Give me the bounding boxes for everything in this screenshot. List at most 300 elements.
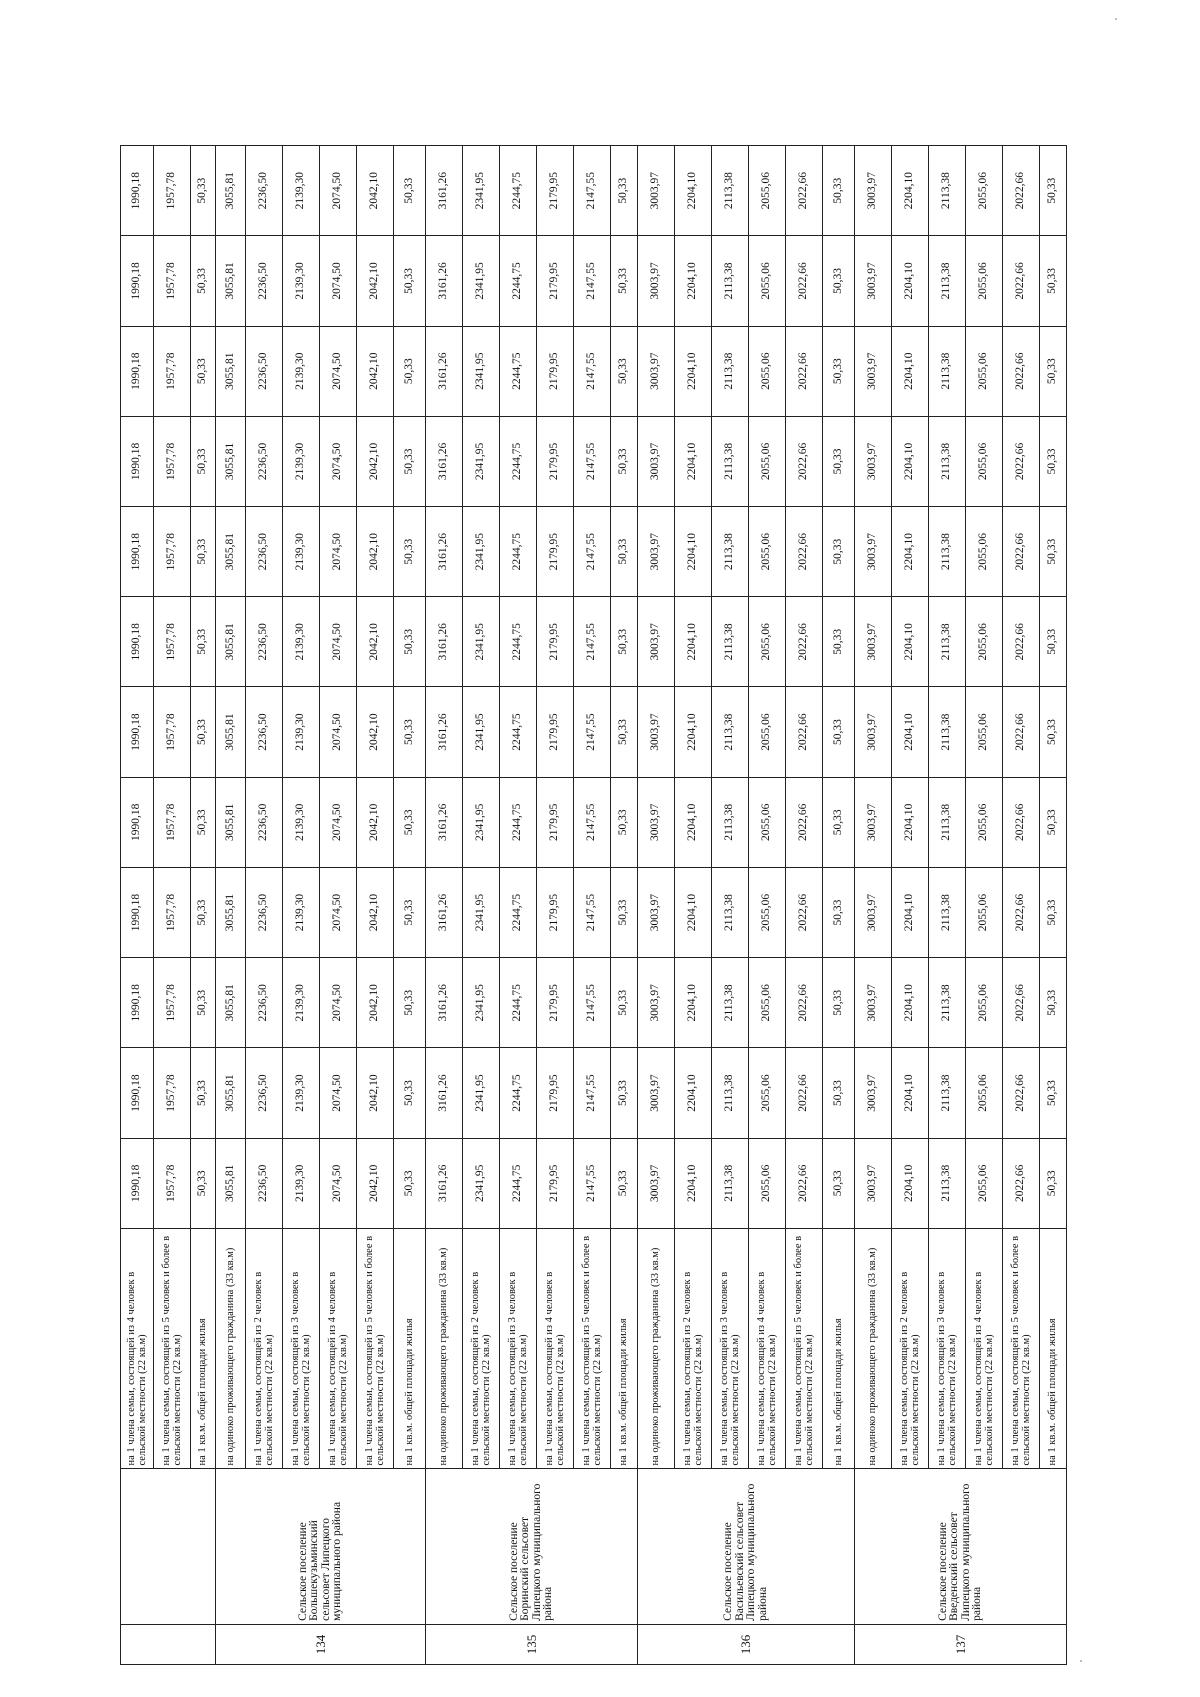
table-row <box>574 146 611 1665</box>
norm-description-cell: на 1 кв.м. общей площади жилья <box>394 1228 426 1469</box>
cost-value-cell: 50,33 <box>191 146 216 236</box>
table-row <box>246 146 283 1665</box>
cost-value-cell: 50,33 <box>823 146 855 236</box>
cost-value-cell: 3003,97 <box>855 687 892 777</box>
cost-value-cell: 2204,10 <box>892 416 929 506</box>
cost-value-cell: 2236,50 <box>246 507 283 597</box>
cost-value-cell: 2113,38 <box>712 416 749 506</box>
settlement-name-cell: Сельское поселение Большекузьминский сельсовет Липецкого муниципального района <box>216 1469 426 1624</box>
cost-value-cell: 2113,38 <box>712 867 749 957</box>
cost-value-cell: 2147,55 <box>574 687 611 777</box>
cost-value-cell: 50,33 <box>1040 416 1067 506</box>
cost-value-cell: 2113,38 <box>929 867 966 957</box>
cost-value-cell: 1957,78 <box>154 1138 191 1228</box>
cost-value-cell: 2204,10 <box>675 146 712 236</box>
norm-description-cell: на 1 члена семьи, состоящей из 2 человек в сельской местности (22 кв.м) <box>892 1228 929 1469</box>
cost-value-cell: 2179,95 <box>537 236 574 326</box>
cost-value-cell: 2139,30 <box>283 1138 320 1228</box>
cost-value-cell: 2179,95 <box>537 1048 574 1138</box>
cost-value-cell: 2236,50 <box>246 867 283 957</box>
cost-value-cell: 3055,81 <box>216 958 246 1048</box>
cost-value-cell: 50,33 <box>611 236 638 326</box>
cost-value-cell: 2074,50 <box>320 416 357 506</box>
cost-value-cell: 2113,38 <box>712 597 749 687</box>
cost-value-cell: 3003,97 <box>638 1048 675 1138</box>
cost-value-cell: 2055,06 <box>966 687 1003 777</box>
cost-value-cell: 50,33 <box>611 958 638 1048</box>
cost-value-cell: 2022,66 <box>786 777 823 867</box>
cost-value-cell: 3055,81 <box>216 507 246 597</box>
cost-value-cell: 3055,81 <box>216 597 246 687</box>
cost-value-cell: 2204,10 <box>892 958 929 1048</box>
cost-value-cell: 50,33 <box>1040 236 1067 326</box>
cost-value-cell: 1990,18 <box>121 236 154 326</box>
cost-value-cell: 2147,55 <box>574 777 611 867</box>
cost-value-cell: 50,33 <box>1040 687 1067 777</box>
cost-value-cell: 2042,10 <box>357 777 394 867</box>
cost-value-cell: 2074,50 <box>320 146 357 236</box>
cost-value-cell: 3161,26 <box>426 507 463 597</box>
cost-value-cell: 50,33 <box>823 326 855 416</box>
cost-value-cell: 2147,55 <box>574 416 611 506</box>
cost-value-cell: 2179,95 <box>537 416 574 506</box>
cost-value-cell: 3161,26 <box>426 146 463 236</box>
cost-value-cell: 2022,66 <box>1003 236 1040 326</box>
cost-value-cell: 3055,81 <box>216 146 246 236</box>
cost-value-cell: 2147,55 <box>574 867 611 957</box>
cost-value-cell: 2139,30 <box>283 867 320 957</box>
cost-value-cell: 2204,10 <box>675 326 712 416</box>
cost-value-cell: 1990,18 <box>121 777 154 867</box>
cost-value-cell: 50,33 <box>394 1138 426 1228</box>
norm-description-cell: на 1 кв.м. общей площади жилья <box>1040 1228 1067 1469</box>
cost-value-cell: 50,33 <box>611 687 638 777</box>
cost-value-cell: 2074,50 <box>320 1138 357 1228</box>
norm-description-cell: на 1 члена семьи, состоящей из 5 человек и более в сельской местности (22 кв.м) <box>574 1228 611 1469</box>
cost-value-cell: 2139,30 <box>283 958 320 1048</box>
cost-value-cell: 2113,38 <box>929 597 966 687</box>
cost-value-cell: 2022,66 <box>1003 507 1040 597</box>
cost-value-cell: 2244,75 <box>500 507 537 597</box>
cost-value-cell: 2113,38 <box>712 326 749 416</box>
scan-speck <box>1115 18 1117 20</box>
cost-value-cell: 2244,75 <box>500 1048 537 1138</box>
row-number-cell: 137 <box>855 1624 1067 1664</box>
cost-value-cell: 2074,50 <box>320 1048 357 1138</box>
cost-value-cell: 50,33 <box>191 326 216 416</box>
cost-value-cell: 3161,26 <box>426 597 463 687</box>
cost-value-cell: 2204,10 <box>675 1138 712 1228</box>
cost-value-cell: 50,33 <box>191 416 216 506</box>
table-row <box>154 146 191 1665</box>
cost-value-cell: 2204,10 <box>892 777 929 867</box>
cost-value-cell: 2113,38 <box>712 507 749 597</box>
table-row <box>394 146 426 1665</box>
cost-value-cell: 3055,81 <box>216 1048 246 1138</box>
table-row <box>638 146 675 1665</box>
cost-value-cell: 1957,78 <box>154 326 191 416</box>
cost-value-cell: 2204,10 <box>892 597 929 687</box>
cost-value-cell: 2055,06 <box>749 867 786 957</box>
table-row <box>121 146 154 1665</box>
cost-value-cell: 50,33 <box>191 777 216 867</box>
cost-value-cell: 50,33 <box>1040 958 1067 1048</box>
cost-value-cell: 1990,18 <box>121 1138 154 1228</box>
cost-value-cell: 2055,06 <box>749 687 786 777</box>
cost-value-cell: 2042,10 <box>357 1138 394 1228</box>
cost-value-cell: 2341,95 <box>463 1138 500 1228</box>
norm-description-cell: на 1 члена семьи, состоящей из 3 человек в сельской местности (22 кв.м) <box>929 1228 966 1469</box>
cost-value-cell: 2341,95 <box>463 777 500 867</box>
cost-value-cell: 2022,66 <box>1003 1048 1040 1138</box>
cost-value-cell: 3003,97 <box>638 507 675 597</box>
cost-value-cell: 50,33 <box>823 236 855 326</box>
cost-value-cell: 2179,95 <box>537 146 574 236</box>
cost-value-cell: 50,33 <box>611 867 638 957</box>
cost-value-cell: 2147,55 <box>574 1048 611 1138</box>
cost-value-cell: 2147,55 <box>574 507 611 597</box>
cost-value-cell: 2139,30 <box>283 687 320 777</box>
cost-value-cell: 50,33 <box>611 507 638 597</box>
cost-value-cell: 2147,55 <box>574 146 611 236</box>
cost-value-cell: 1990,18 <box>121 507 154 597</box>
cost-value-cell: 2341,95 <box>463 507 500 597</box>
cost-value-cell: 2341,95 <box>463 687 500 777</box>
cost-value-cell: 2139,30 <box>283 507 320 597</box>
cost-value-cell: 3055,81 <box>216 236 246 326</box>
norm-description-cell: на 1 члена семьи, состоящей из 3 человек в сельской местности (22 кв.м) <box>712 1228 749 1469</box>
cost-value-cell: 3003,97 <box>855 507 892 597</box>
cost-value-cell: 2055,06 <box>749 1048 786 1138</box>
norm-description-cell: на 1 кв.м. общей площади жилья <box>191 1228 216 1469</box>
cost-value-cell: 50,33 <box>823 958 855 1048</box>
cost-value-cell: 2147,55 <box>574 958 611 1048</box>
cost-value-cell: 2074,50 <box>320 958 357 1048</box>
cost-value-cell: 2113,38 <box>929 146 966 236</box>
table-row <box>426 146 463 1665</box>
cost-value-cell: 2244,75 <box>500 687 537 777</box>
cost-value-cell: 2139,30 <box>283 416 320 506</box>
cost-value-cell: 2055,06 <box>749 777 786 867</box>
cost-value-cell: 2341,95 <box>463 1048 500 1138</box>
cost-value-cell: 3003,97 <box>855 416 892 506</box>
cost-value-cell: 2022,66 <box>1003 867 1040 957</box>
cost-value-cell: 3003,97 <box>855 1138 892 1228</box>
cost-value-cell: 2147,55 <box>574 326 611 416</box>
cost-value-cell: 2204,10 <box>892 687 929 777</box>
cost-value-cell: 3003,97 <box>855 597 892 687</box>
cost-value-cell: 1990,18 <box>121 326 154 416</box>
cost-value-cell: 2022,66 <box>786 867 823 957</box>
cost-value-cell: 3003,97 <box>855 146 892 236</box>
cost-value-cell: 2341,95 <box>463 146 500 236</box>
cost-value-cell: 50,33 <box>611 1138 638 1228</box>
cost-value-cell: 50,33 <box>1040 1048 1067 1138</box>
cost-value-cell: 2042,10 <box>357 236 394 326</box>
cost-value-cell: 50,33 <box>1040 1138 1067 1228</box>
cost-value-cell: 50,33 <box>823 507 855 597</box>
cost-value-cell: 2236,50 <box>246 326 283 416</box>
cost-value-cell: 2113,38 <box>712 1138 749 1228</box>
cost-value-cell: 50,33 <box>611 326 638 416</box>
cost-value-cell: 2204,10 <box>892 1048 929 1138</box>
norm-description-cell: на 1 члена семьи, состоящей из 5 человек и более в сельской местности (22 кв.м) <box>154 1228 191 1469</box>
cost-value-cell: 2022,66 <box>1003 777 1040 867</box>
cost-value-cell: 50,33 <box>191 958 216 1048</box>
cost-value-cell: 2204,10 <box>892 867 929 957</box>
cost-value-cell: 2147,55 <box>574 236 611 326</box>
cost-value-cell: 3003,97 <box>855 958 892 1048</box>
cost-value-cell: 2042,10 <box>357 326 394 416</box>
cost-value-cell: 2236,50 <box>246 1048 283 1138</box>
cost-value-cell: 3003,97 <box>638 597 675 687</box>
norm-description-cell: на одиноко проживающего гражданина (33 кв.м) <box>855 1228 892 1469</box>
cost-value-cell: 3161,26 <box>426 687 463 777</box>
cost-value-cell: 2055,06 <box>749 1138 786 1228</box>
cost-value-cell: 2341,95 <box>463 958 500 1048</box>
row-number-cell: 134 <box>216 1624 426 1664</box>
cost-value-cell: 2113,38 <box>929 687 966 777</box>
cost-value-cell: 2179,95 <box>537 1138 574 1228</box>
table-row <box>357 146 394 1665</box>
cost-value-cell: 3003,97 <box>638 236 675 326</box>
cost-value-cell: 1957,78 <box>154 146 191 236</box>
cost-value-cell: 2236,50 <box>246 777 283 867</box>
cost-value-cell: 50,33 <box>394 777 426 867</box>
cost-value-cell: 50,33 <box>823 1138 855 1228</box>
cost-value-cell: 50,33 <box>394 507 426 597</box>
cost-value-cell: 3055,81 <box>216 416 246 506</box>
norm-description-cell: на одиноко проживающего гражданина (33 кв.м) <box>426 1228 463 1469</box>
cost-value-cell: 1957,78 <box>154 777 191 867</box>
cost-value-cell: 2236,50 <box>246 597 283 687</box>
cost-value-cell: 2055,06 <box>749 236 786 326</box>
cost-value-cell: 3003,97 <box>638 958 675 1048</box>
table-row <box>500 146 537 1665</box>
cost-value-cell: 50,33 <box>1040 777 1067 867</box>
cost-value-cell: 50,33 <box>394 867 426 957</box>
cost-value-cell: 3003,97 <box>855 1048 892 1138</box>
norm-description-cell: на 1 члена семьи, состоящей из 5 человек и более в сельской местности (22 кв.м) <box>357 1228 394 1469</box>
cost-value-cell: 50,33 <box>394 416 426 506</box>
cost-value-cell: 2074,50 <box>320 867 357 957</box>
cost-value-cell: 2022,66 <box>786 1138 823 1228</box>
cost-value-cell: 3161,26 <box>426 326 463 416</box>
cost-value-cell: 2113,38 <box>712 687 749 777</box>
cost-value-cell: 3003,97 <box>638 687 675 777</box>
cost-value-cell: 2022,66 <box>786 416 823 506</box>
cost-value-cell: 2113,38 <box>929 1048 966 1138</box>
cost-value-cell: 50,33 <box>1040 597 1067 687</box>
cost-value-cell: 2074,50 <box>320 687 357 777</box>
cost-value-cell: 2074,50 <box>320 597 357 687</box>
cost-value-cell: 2204,10 <box>675 236 712 326</box>
cost-value-cell: 2204,10 <box>675 867 712 957</box>
norm-description-cell: на 1 члена семьи, состоящей из 5 человек и более в сельской местности (22 кв.м) <box>1003 1228 1040 1469</box>
cost-value-cell: 50,33 <box>611 777 638 867</box>
table-row <box>675 146 712 1665</box>
cost-value-cell: 2022,66 <box>786 597 823 687</box>
cost-value-cell: 2113,38 <box>929 236 966 326</box>
norm-description-cell: на 1 кв.м. общей площади жилья <box>611 1228 638 1469</box>
cost-value-cell: 2204,10 <box>892 507 929 597</box>
cost-value-cell: 2204,10 <box>675 416 712 506</box>
cost-value-cell: 3055,81 <box>216 687 246 777</box>
cost-value-cell: 2204,10 <box>675 507 712 597</box>
cost-value-cell: 1957,78 <box>154 236 191 326</box>
cost-value-cell: 2139,30 <box>283 597 320 687</box>
cost-value-cell: 2042,10 <box>357 958 394 1048</box>
cost-value-cell: 2042,10 <box>357 507 394 597</box>
norm-description-cell: на 1 члена семьи, состоящей из 4 человек в сельской местности (22 кв.м) <box>320 1228 357 1469</box>
settlement-name-cell: Сельское поселение Васильевский сельсовет Липецкого муниципального района <box>638 1469 855 1624</box>
cost-value-cell: 1990,18 <box>121 597 154 687</box>
cost-value-cell: 50,33 <box>394 236 426 326</box>
cost-value-cell: 50,33 <box>611 416 638 506</box>
cost-value-cell: 2236,50 <box>246 146 283 236</box>
settlement-name-cell: Сельское поселение Боринский сельсовет Липецкого муниципального района <box>426 1469 638 1624</box>
cost-value-cell: 2244,75 <box>500 597 537 687</box>
cost-value-cell: 2236,50 <box>246 687 283 777</box>
norm-description-cell: на 1 члена семьи, состоящей из 4 человек в сельской местности (22 кв.м) <box>749 1228 786 1469</box>
cost-value-cell: 2179,95 <box>537 687 574 777</box>
table-row <box>855 146 892 1665</box>
cost-value-cell: 1990,18 <box>121 958 154 1048</box>
cost-value-cell: 50,33 <box>191 507 216 597</box>
cost-value-cell: 2022,66 <box>786 146 823 236</box>
table-row <box>749 146 786 1665</box>
cost-value-cell: 3003,97 <box>855 236 892 326</box>
cost-value-cell: 2179,95 <box>537 958 574 1048</box>
cost-value-cell: 50,33 <box>823 416 855 506</box>
cost-value-cell: 3003,97 <box>855 867 892 957</box>
cost-value-cell: 2022,66 <box>1003 146 1040 236</box>
cost-value-cell: 2139,30 <box>283 326 320 416</box>
cost-value-cell: 3161,26 <box>426 416 463 506</box>
cost-value-cell: 3055,81 <box>216 867 246 957</box>
cost-value-cell: 2139,30 <box>283 1048 320 1138</box>
cost-value-cell: 2042,10 <box>357 597 394 687</box>
cost-value-cell: 2244,75 <box>500 867 537 957</box>
cost-value-cell: 2055,06 <box>966 507 1003 597</box>
cost-value-cell: 50,33 <box>394 326 426 416</box>
cost-value-cell: 3161,26 <box>426 867 463 957</box>
cost-value-cell: 2074,50 <box>320 507 357 597</box>
cost-value-cell: 2341,95 <box>463 326 500 416</box>
cost-value-cell: 50,33 <box>394 1048 426 1138</box>
cost-value-cell: 2022,66 <box>1003 597 1040 687</box>
cost-value-cell: 50,33 <box>191 867 216 957</box>
cost-value-cell: 50,33 <box>191 597 216 687</box>
cost-value-cell: 2139,30 <box>283 236 320 326</box>
scan-speck <box>1080 1660 1082 1662</box>
cost-value-cell: 1957,78 <box>154 507 191 597</box>
cost-value-cell: 3055,81 <box>216 326 246 416</box>
table-row <box>892 146 929 1665</box>
cost-value-cell: 3161,26 <box>426 958 463 1048</box>
cost-value-cell: 2179,95 <box>537 507 574 597</box>
cost-value-cell: 2022,66 <box>1003 687 1040 777</box>
cost-value-cell: 2204,10 <box>675 687 712 777</box>
cost-value-cell: 2055,06 <box>966 958 1003 1048</box>
cost-value-cell: 50,33 <box>191 236 216 326</box>
cost-value-cell: 2113,38 <box>929 958 966 1048</box>
cost-value-cell: 2022,66 <box>1003 416 1040 506</box>
cost-value-cell: 1957,78 <box>154 416 191 506</box>
cost-value-cell: 2042,10 <box>357 867 394 957</box>
table-row <box>216 146 246 1665</box>
cost-value-cell: 2055,06 <box>749 326 786 416</box>
cost-value-cell: 3003,97 <box>638 867 675 957</box>
cost-value-cell: 2341,95 <box>463 236 500 326</box>
cost-value-cell: 2204,10 <box>675 1048 712 1138</box>
cost-value-cell: 50,33 <box>823 867 855 957</box>
cost-value-cell: 2055,06 <box>966 867 1003 957</box>
cost-value-cell: 2022,66 <box>1003 1138 1040 1228</box>
cost-value-cell: 50,33 <box>611 1048 638 1138</box>
cost-value-cell: 50,33 <box>823 777 855 867</box>
cost-value-cell: 2113,38 <box>712 777 749 867</box>
cost-value-cell: 2055,06 <box>966 416 1003 506</box>
cost-value-cell: 2139,30 <box>283 777 320 867</box>
cost-value-cell: 2022,66 <box>786 236 823 326</box>
norm-description-cell: на 1 члена семьи, состоящей из 4 человек в сельской местности (22 кв.м) <box>121 1228 154 1469</box>
cost-value-cell: 3003,97 <box>855 326 892 416</box>
cost-value-cell: 2055,06 <box>966 1048 1003 1138</box>
cost-value-cell: 2042,10 <box>357 146 394 236</box>
cost-value-cell: 2022,66 <box>786 507 823 597</box>
cost-value-cell: 1990,18 <box>121 687 154 777</box>
cost-value-cell: 2147,55 <box>574 1138 611 1228</box>
table-rotation-frame <box>120 145 1059 1665</box>
cost-value-cell: 2022,66 <box>1003 958 1040 1048</box>
norm-description-cell: на 1 члена семьи, состоящей из 2 человек в сельской местности (22 кв.м) <box>463 1228 500 1469</box>
cost-value-cell: 50,33 <box>394 146 426 236</box>
cost-value-cell: 3161,26 <box>426 236 463 326</box>
cost-value-cell: 3003,97 <box>638 326 675 416</box>
table-row <box>1040 146 1067 1665</box>
cost-value-cell: 2055,06 <box>749 146 786 236</box>
cost-value-cell: 1990,18 <box>121 416 154 506</box>
cost-value-cell: 1957,78 <box>154 1048 191 1138</box>
table-row <box>611 146 638 1665</box>
cost-value-cell: 1990,18 <box>121 867 154 957</box>
cost-value-cell: 2074,50 <box>320 777 357 867</box>
cost-value-cell: 1990,18 <box>121 146 154 236</box>
cost-value-cell: 2042,10 <box>357 1048 394 1138</box>
cost-value-cell: 2244,75 <box>500 416 537 506</box>
table-body <box>121 146 1067 1665</box>
table-row <box>283 146 320 1665</box>
cost-value-cell: 50,33 <box>611 597 638 687</box>
norm-description-cell: на одиноко проживающего гражданина (33 кв.м) <box>216 1228 246 1469</box>
table-row <box>463 146 500 1665</box>
cost-value-cell: 2179,95 <box>537 326 574 416</box>
cost-value-cell: 3003,97 <box>638 1138 675 1228</box>
cost-value-cell: 2179,95 <box>537 777 574 867</box>
cost-value-cell: 3003,97 <box>638 146 675 236</box>
cost-value-cell: 2244,75 <box>500 326 537 416</box>
cost-value-cell: 2236,50 <box>246 1138 283 1228</box>
cost-value-cell: 2236,50 <box>246 236 283 326</box>
cost-value-cell: 2074,50 <box>320 236 357 326</box>
cost-value-cell: 2113,38 <box>929 507 966 597</box>
cost-value-cell: 2055,06 <box>966 146 1003 236</box>
norm-description-cell: на 1 члена семьи, состоящей из 4 человек в сельской местности (22 кв.м) <box>966 1228 1003 1469</box>
norm-description-cell: на 1 члена семьи, состоящей из 2 человек в сельской местности (22 кв.м) <box>246 1228 283 1469</box>
cost-value-cell: 2204,10 <box>675 958 712 1048</box>
norm-cost-table <box>120 145 1067 1665</box>
